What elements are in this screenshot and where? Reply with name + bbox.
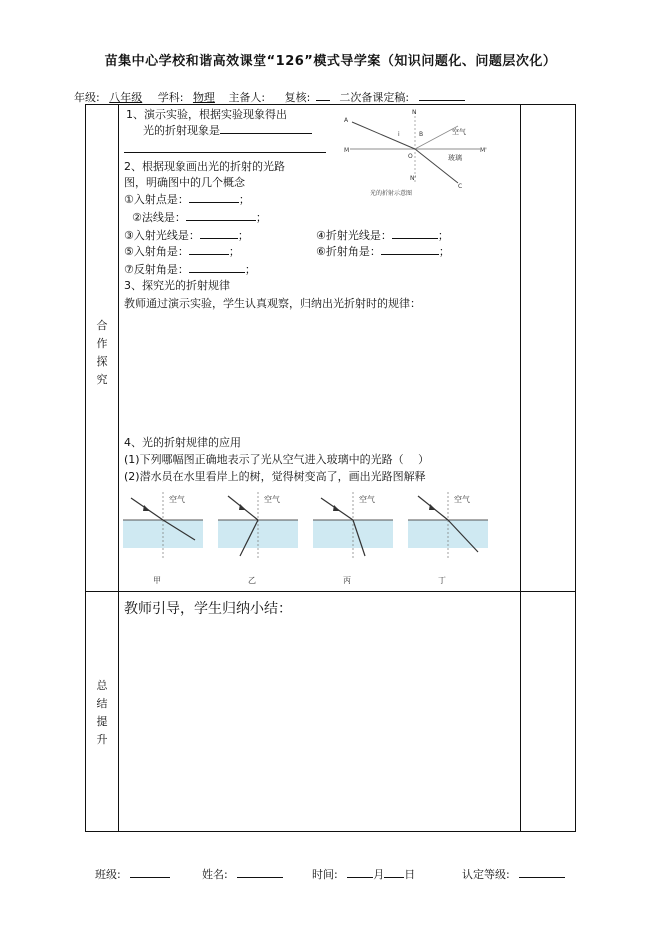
q4-question-1: (1)下列哪幅图正确地表示了光从空气进入玻璃中的光路（ ） [124, 453, 430, 466]
item-incident-angle: ⑤入射角是： ； [124, 245, 240, 258]
reviewer-blank[interactable] [316, 89, 330, 101]
diagram-caption: 光的折射示意图 [370, 190, 413, 197]
q3-title: 3、探究光的折射规律 [124, 279, 230, 292]
q1-blank[interactable] [220, 122, 312, 134]
item-normal: ②法线是： ； [132, 211, 267, 224]
label-air: 空气 [452, 128, 466, 136]
preparer-label: 主备人: [228, 91, 266, 104]
section-label-cooperation: 合 作 探 究 [96, 319, 108, 386]
table-divider-left [118, 104, 119, 832]
q4-title: 4、光的折射规律的应用 [124, 436, 241, 449]
option-diagram-4[interactable] [408, 490, 494, 586]
label-M: M [344, 147, 350, 154]
label-B: B [419, 131, 424, 138]
label-N-prime: N' [410, 175, 417, 182]
ray-arrow-icon [143, 505, 150, 511]
option-diagram-2[interactable] [218, 490, 304, 586]
option-label: 乙 [248, 576, 256, 585]
label-i: i [398, 131, 400, 138]
q3-description: 教师通过演示实验，学生认真观察，归纳出光折射时的规律： [124, 297, 421, 310]
q1-line1: 1、演示实验，根据实验现象得出 [126, 108, 287, 121]
ray-arrow-icon [239, 504, 246, 510]
subject-value: 物理 [192, 91, 215, 104]
second-prep-label: 二次备课定稿: [339, 91, 410, 104]
q1-line2: 光的折射现象是 [143, 122, 312, 138]
medium-label: 空气 [359, 495, 375, 504]
ray-arrow-icon [429, 504, 436, 510]
label-N: N [412, 109, 417, 116]
page-title: 苗集中心学校和谐高效课堂“126”模式导学案（知识问题化、问题层次化） [104, 54, 557, 69]
item-incident-ray: ③入射光线是： ； [124, 229, 249, 242]
footer-grade: 认定等级: [462, 866, 565, 882]
item-reflection-angle: ⑦反射角是： ； [124, 263, 256, 276]
grade-value: 八年级 [109, 91, 143, 104]
item-refraction-angle: ⑥折射角是： ； [316, 245, 450, 258]
option-diagram-1[interactable] [123, 490, 209, 586]
footer-class: 班级: [95, 866, 170, 882]
item-refracted-ray: ④折射光线是： ； [316, 229, 449, 242]
q1-answer-line[interactable] [124, 152, 326, 153]
label-O: O [408, 153, 413, 160]
medium-label: 空气 [169, 495, 185, 504]
subject-label: 学科: [157, 91, 184, 104]
q2-line1: 2、根据现象画出光的折射的光路 [124, 160, 285, 173]
ray-arrow-icon [333, 505, 340, 511]
table-divider-right [520, 104, 521, 832]
grade-label: 年级: [74, 91, 100, 104]
q2-line2: 图，明确图中的几个概念 [124, 176, 245, 189]
option-label: 丁 [438, 576, 446, 585]
q4-question-2: (2)潜水员在水里看岸上的树，觉得树变高了，画出光路图解释 [124, 470, 426, 483]
label-M-prime: M' [480, 147, 487, 154]
section-label-summary: 总 结 提 升 [96, 679, 108, 746]
medium-label: 空气 [264, 495, 280, 504]
refraction-diagram [340, 108, 490, 198]
footer-name: 姓名: [202, 866, 283, 882]
header-meta [74, 89, 467, 105]
reviewer-label: 复核: [284, 91, 311, 104]
medium-label: 空气 [454, 495, 470, 504]
option-label: 甲 [153, 576, 161, 585]
table-row-divider [85, 591, 576, 592]
option-label: 丙 [343, 576, 351, 585]
option-diagram-3[interactable] [313, 490, 399, 586]
footer-time: 时间: 月 日 [312, 868, 416, 881]
summary-text: 教师引导，学生归纳小结： [124, 601, 292, 617]
second-prep-blank[interactable] [419, 89, 465, 101]
item-incident-point: ①入射点是： ； [124, 193, 250, 206]
label-glass: 玻璃 [448, 154, 462, 162]
label-C: C [458, 183, 463, 190]
label-A: A [344, 117, 349, 124]
